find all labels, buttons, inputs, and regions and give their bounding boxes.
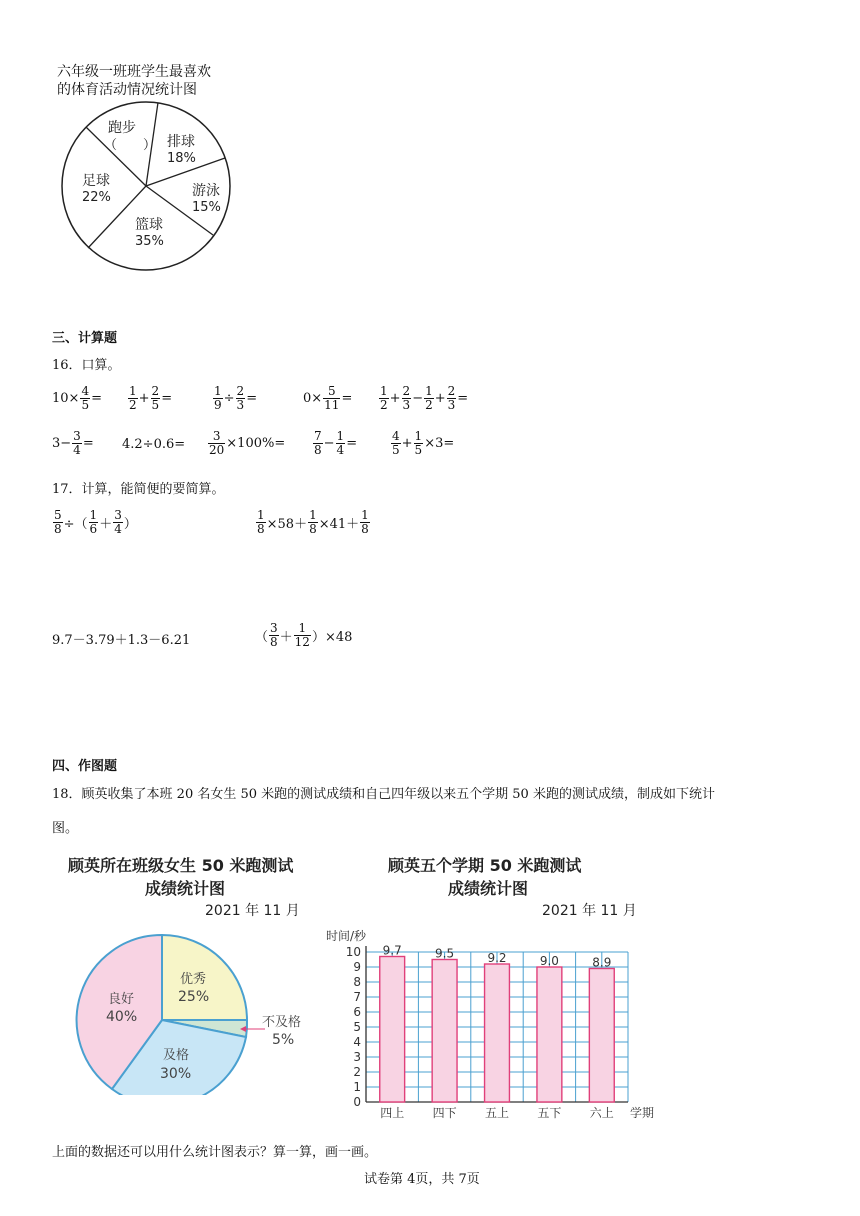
- pie1-value-running: （ ）: [104, 138, 157, 153]
- q18-text-line2: 图。: [52, 821, 79, 836]
- y-tick-label: 8: [353, 975, 361, 989]
- pie1-label-volleyball: 排球: [167, 134, 195, 150]
- y-tick-label: 9: [353, 960, 361, 974]
- pie2-value-pass: 30%: [160, 1066, 192, 1082]
- q16-expr-6: 3− $\frac{3}{4}$ =: [52, 429, 94, 457]
- pie1-label-basketball: 篮球: [135, 217, 163, 233]
- q18-text-line1: 18．顾英收集了本班 20 名女生 50 米跑的测试成绩和自己四年级以来五个学期 50 米跑的测试成绩，制成如下统计: [52, 787, 715, 802]
- bar: [485, 964, 510, 1102]
- pie2-chart: [70, 925, 330, 1095]
- q17-expr-1: $\frac{5}{8}$ ÷（ $\frac{1}{6}$ ＋ $\frac{3}{4}$ ）: [54, 508, 137, 536]
- q17-expr-4: （ $\frac{3}{8}$ ＋ $\frac{1}{12}$ ）×48: [255, 621, 353, 649]
- pie1-value-swimming: 15%: [192, 200, 221, 215]
- pie2-label-pass: 及格: [163, 1048, 190, 1063]
- y-tick-label: 10: [345, 945, 361, 959]
- pie2-value-excellent: 25%: [178, 989, 210, 1005]
- bar-value-label: 9.7: [382, 943, 402, 958]
- bar-value-label: 9.0: [539, 954, 559, 968]
- bar-date: 2021 年 11 月: [542, 903, 637, 919]
- closing-question: 上面的数据还可以用什么统计图表示？算一算，画一画。: [52, 1145, 378, 1160]
- pie1-label-football: 足球: [82, 173, 110, 189]
- y-tick-label: 2: [353, 1065, 361, 1079]
- q16-expr-1: 10× $\frac{4}{5}$ =: [52, 384, 102, 412]
- pie2-label-fail: 不及格: [262, 1015, 302, 1030]
- q16-label: 16．口算。: [52, 358, 121, 373]
- section4-heading: 四、作图题: [52, 759, 118, 774]
- pie1-value-basketball: 35%: [135, 234, 164, 249]
- pie2-date: 2021 年 11 月: [205, 903, 300, 919]
- pie1-chart: [55, 100, 235, 280]
- pie2-label-good: 良好: [108, 992, 135, 1007]
- pie1-title-line2: 的体育活动情况统计图: [57, 82, 197, 98]
- y-axis-label: 时间/秒: [326, 929, 367, 943]
- y-tick-label: 1: [353, 1080, 361, 1094]
- q17-expr-2: $\frac{1}{8}$ ×58＋ $\frac{1}{8}$ ×41＋ $\frac{1}{8}$: [257, 508, 369, 536]
- q16-expr-9: $\frac{7}{8}$ − $\frac{1}{4}$ =: [314, 429, 358, 457]
- x-tick-label: 五上: [484, 1106, 510, 1120]
- pie1-title-line1: 六年级一班班学生最喜欢: [57, 64, 211, 80]
- x-tick-label: 六上: [589, 1106, 614, 1120]
- bar-title-line2: 成绩统计图: [448, 879, 529, 898]
- q16-expr-8: $\frac{3}{20}$ ×100%=: [209, 429, 286, 457]
- q16-expr-10: $\frac{4}{5}$ + $\frac{1}{5}$ ×3=: [392, 429, 455, 457]
- pie1-label-swimming: 游泳: [192, 183, 220, 199]
- bar: [589, 969, 614, 1103]
- bar-value-label: 8.9: [592, 955, 612, 970]
- x-tick-label: 五下: [537, 1106, 562, 1120]
- x-tick-label: 四上: [380, 1106, 405, 1120]
- q16-expr-3: $\frac{1}{9}$ ÷ $\frac{2}{3}$ =: [214, 384, 258, 412]
- pie2-title-line1: 顾英所在班级女生 50 米跑测试: [68, 856, 294, 875]
- q16-expr-5: $\frac{1}{2}$ + $\frac{2}{3}$ − $\frac{1}{2}$ + $\frac{2}{3}$ =: [380, 384, 469, 412]
- bar: [537, 967, 562, 1102]
- pie2-value-fail: 5%: [272, 1032, 295, 1048]
- bar-chart: [320, 920, 680, 1125]
- page-footer: 试卷第 4页，共 7页: [364, 1172, 480, 1187]
- pie2-value-good: 40%: [106, 1009, 138, 1025]
- pie1-label-running: 跑步: [108, 120, 136, 136]
- pie1-value-football: 22%: [82, 190, 111, 205]
- bar: [380, 957, 405, 1103]
- pie2-label-excellent: 优秀: [180, 972, 207, 987]
- q16-expr-4: 0× $\frac{5}{11}$ =: [303, 384, 353, 412]
- pie2-title-line2: 成绩统计图: [145, 879, 226, 898]
- x-tick-label: 四下: [432, 1106, 457, 1120]
- y-tick-label: 0: [353, 1095, 361, 1109]
- x-axis-label: 学期: [630, 1106, 655, 1120]
- pie1-value-volleyball: 18%: [167, 151, 196, 166]
- q17-label: 17．计算，能简便的要简算。: [52, 482, 225, 497]
- bar: [432, 960, 457, 1103]
- q16-expr-7: 4.2÷0.6=: [122, 437, 186, 452]
- bar-title-line1: 顾英五个学期 50 米跑测试: [388, 856, 582, 875]
- section3-heading: 三、计算题: [52, 331, 118, 346]
- y-tick-label: 5: [353, 1020, 361, 1034]
- bar-value-label: 9.5: [435, 946, 455, 961]
- q16-expr-2: $\frac{1}{2}$ + $\frac{2}{5}$ =: [129, 384, 173, 412]
- y-tick-label: 7: [353, 990, 361, 1004]
- y-tick-label: 4: [353, 1035, 361, 1049]
- bar-value-label: 9.2: [487, 951, 507, 965]
- q17-expr-3: 9.7－3.79＋1.3－6.21: [52, 633, 191, 648]
- y-tick-label: 3: [353, 1050, 361, 1064]
- y-tick-label: 6: [353, 1005, 361, 1019]
